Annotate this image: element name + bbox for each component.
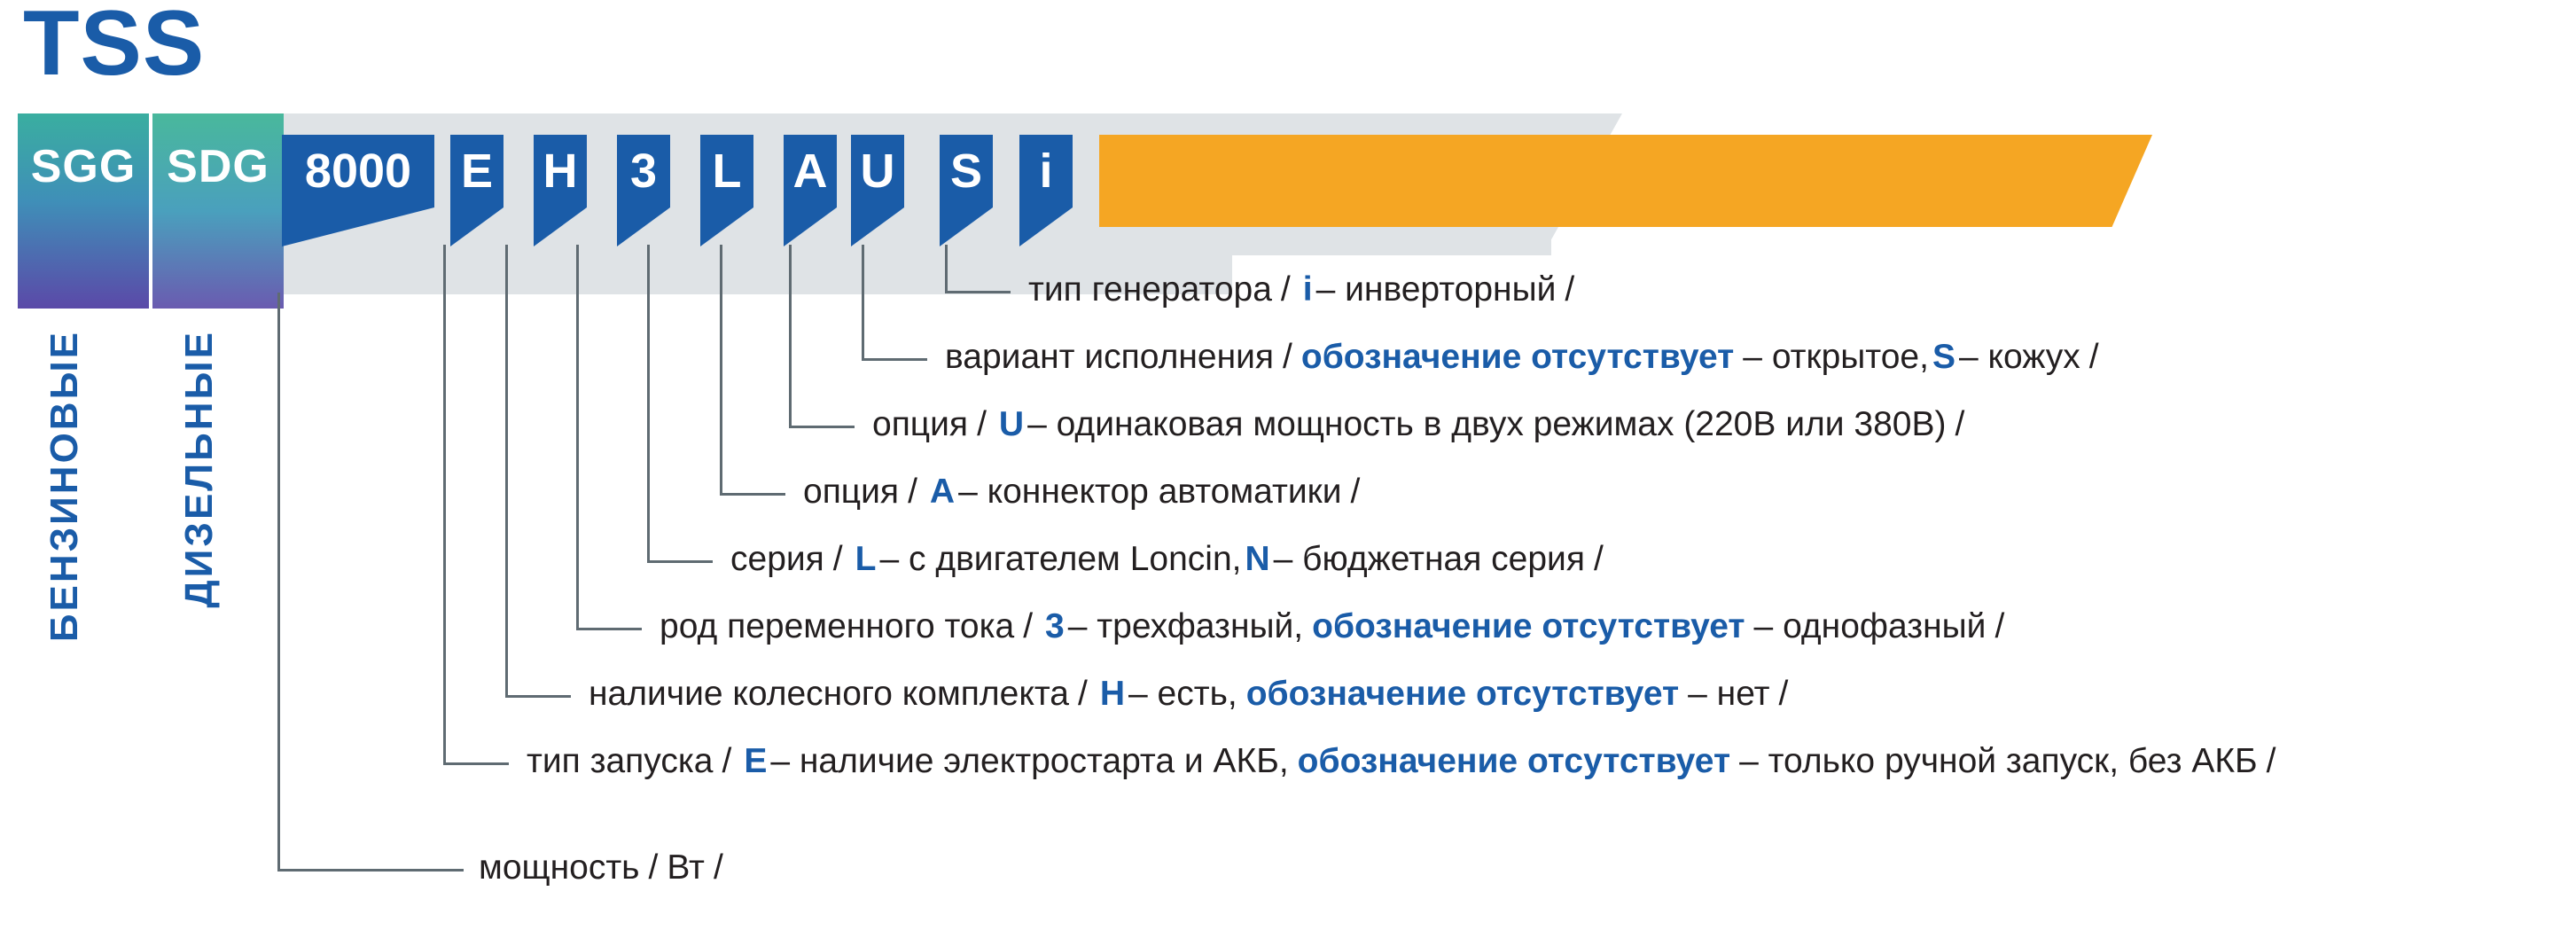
legend-code-s: S — [1932, 338, 1955, 376]
legend-desc-power-unit: Вт — [667, 848, 705, 887]
legend-code-3: 3 — [1045, 607, 1065, 645]
legend-code-n: N — [1245, 540, 1270, 578]
category-label-gasoline: БЕНЗИНОВЫЕ — [43, 330, 86, 643]
legend-row-generator-type — [1028, 266, 1583, 314]
code-chip-phase: 3 — [617, 135, 670, 207]
leader-hline-series — [647, 560, 713, 563]
legend-sep-series-1: / — [832, 540, 843, 578]
legend-desc-wheel-kit-yes: – есть, — [1128, 675, 1237, 713]
leader-hline-power — [277, 869, 464, 872]
legend-term-option-a: опция — [803, 473, 900, 511]
code-chip-enclosure: S — [940, 135, 993, 207]
legend-code-e: E — [744, 742, 768, 780]
legend-sep-execution-variant-1: / — [1283, 338, 1292, 376]
legend-desc-start-type-electric: – наличие электростарта и АКБ, — [770, 742, 1289, 780]
legend-term-power: мощность — [479, 848, 640, 887]
legend-row-wheel-kit — [589, 670, 1797, 718]
legend-sep-power-2: / — [713, 848, 723, 887]
leader-hline-current-kind — [576, 628, 642, 630]
legend-code-a: A — [929, 473, 956, 511]
code-chip-inverter: i — [1019, 135, 1073, 207]
legend-sep-start-type-2: / — [2266, 742, 2276, 780]
legend-desc-option-u: – одинаковая мощность в двух режимах (220В или 380В) — [1027, 405, 1947, 443]
legend-sep-series-2: / — [1593, 540, 1604, 578]
legend-term-execution-variant: вариант исполнения — [945, 338, 1275, 376]
leader-hline-option-u — [789, 426, 855, 428]
legend-sep-option-a-1: / — [908, 473, 917, 511]
code-chip-start-type: E — [450, 135, 503, 207]
legend-sep-generator-type-1: / — [1280, 270, 1291, 309]
legend-sep-generator-type-2: / — [1565, 270, 1575, 309]
legend-desc-execution-variant-open: – открытое, — [1743, 338, 1929, 376]
legend-term-current-kind: род переменного тока — [660, 607, 1015, 645]
leader-vline-wheel-kit — [505, 245, 508, 695]
leader-hline-wheel-kit — [505, 695, 571, 698]
orange-arrow-body — [1099, 135, 2092, 227]
legend-code-h: H — [1099, 675, 1125, 713]
legend-desc-wheel-kit-no: – нет — [1688, 675, 1770, 713]
leader-hline-start-type — [443, 762, 509, 765]
legend-row-current-kind — [660, 603, 2013, 651]
legend-term-wheel-kit: наличие колесного комплекта — [589, 675, 1069, 713]
leader-vline-current-kind — [576, 245, 579, 628]
legend-blue-wheel-kit: обозначение отсутствует — [1245, 675, 1680, 713]
legend-term-series: серия — [730, 540, 824, 578]
leader-vline-option-u — [789, 245, 792, 426]
legend-row-power — [479, 844, 732, 892]
leader-vline-option-a — [720, 245, 722, 493]
leader-vline-generator-type — [945, 245, 948, 291]
leader-vline-execution-variant — [862, 245, 864, 358]
category-block-sdg — [152, 113, 284, 309]
legend-blue-current-kind: обозначение отсутствует — [1312, 607, 1745, 645]
legend-desc-option-a: – коннектор автоматики — [958, 473, 1342, 511]
legend-term-generator-type: тип генератора — [1028, 270, 1272, 309]
legend-sep-option-u-2: / — [1955, 405, 1965, 443]
leader-hline-execution-variant — [862, 358, 927, 361]
category-block-sgg — [18, 113, 149, 309]
legend-sep-start-type-1: / — [722, 742, 732, 780]
legend-blue-execution-variant: обозначение отсутствует — [1300, 338, 1735, 376]
legend-desc-current-kind-single: – однофазный — [1753, 607, 1987, 645]
legend-row-option-u — [872, 401, 1973, 449]
leader-vline-start-type — [443, 245, 446, 762]
code-chip-option-u: U — [851, 135, 904, 207]
legend-sep-execution-variant-2: / — [2088, 338, 2099, 376]
legend-desc-series-budget: – бюджетная серия — [1273, 540, 1585, 578]
legend-term-start-type: тип запуска — [527, 742, 714, 780]
legend-code-l: L — [855, 540, 877, 578]
legend-sep-option-u-1: / — [977, 405, 987, 443]
code-chip-power: 8000 — [282, 135, 434, 207]
legend-desc-series-loncin: – с двигателем Loncin, — [879, 540, 1242, 578]
legend-row-start-type — [527, 738, 2284, 786]
brand-title: TSS — [23, 0, 206, 95]
leader-vline-series — [647, 245, 650, 560]
legend-row-execution-variant — [945, 333, 2108, 381]
category-label-diesel: ДИЗЕЛЬНЫЕ — [177, 330, 221, 608]
legend-sep-current-kind-1: / — [1023, 607, 1034, 645]
category-code-sgg: SGG — [30, 141, 137, 192]
code-chip-automatics-connector: A — [784, 135, 837, 207]
legend-desc-generator-type: – инверторный — [1315, 270, 1557, 309]
legend-sep-option-a-2: / — [1350, 473, 1361, 511]
legend-row-series — [730, 535, 1612, 583]
orange-arrow-head — [2090, 135, 2152, 227]
legend-code-i: i — [1302, 270, 1313, 309]
code-chip-wheel-kit: H — [534, 135, 587, 207]
legend-desc-start-type-manual: – только ручной запуск, без АКБ — [1739, 742, 2258, 780]
legend-sep-current-kind-2: / — [1994, 607, 2005, 645]
legend-sep-wheel-kit-2: / — [1778, 675, 1789, 713]
legend-desc-execution-variant-cover: – кожух — [1958, 338, 2080, 376]
legend-blue-start-type: обозначение отсутствует — [1297, 742, 1731, 780]
legend-sep-wheel-kit-1: / — [1077, 675, 1088, 713]
leader-hline-option-a — [720, 493, 785, 496]
legend-code-u: U — [998, 405, 1025, 443]
legend-sep-power-1: / — [648, 848, 659, 887]
legend-row-option-a — [803, 468, 1369, 516]
leader-vline-power — [277, 293, 280, 869]
legend-term-option-u: опция — [872, 405, 969, 443]
leader-hline-generator-type — [945, 291, 1011, 293]
code-chip-series: L — [700, 135, 753, 207]
legend-desc-current-kind-three: – трехфазный, — [1067, 607, 1304, 645]
category-code-sdg: SDG — [167, 141, 269, 192]
